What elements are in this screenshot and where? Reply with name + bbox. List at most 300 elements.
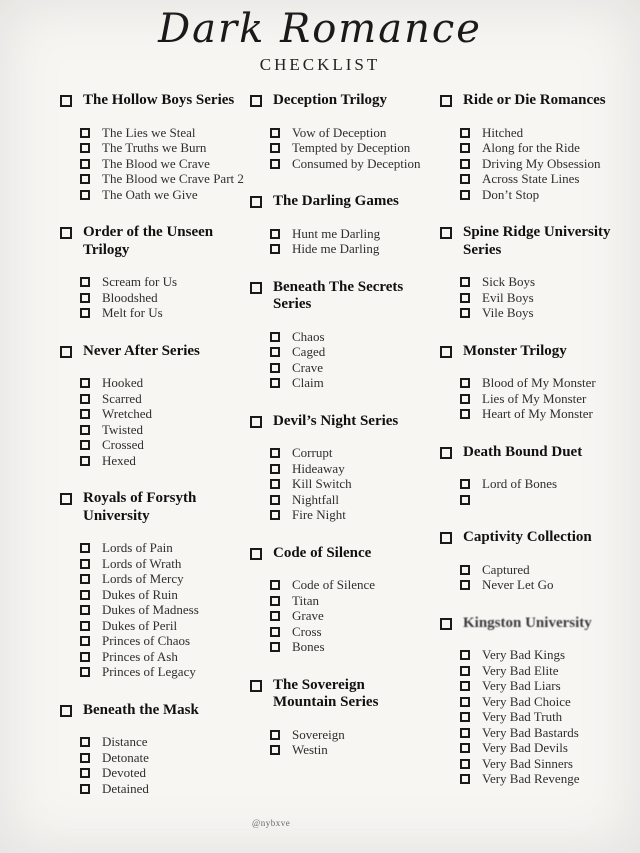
checklist-item[interactable] — [270, 360, 440, 376]
item-checkbox-icon[interactable] — [80, 784, 90, 794]
series-heading-row — [250, 193, 440, 211]
item-label: Distance — [102, 734, 148, 749]
checklist-item[interactable] — [80, 540, 250, 556]
checklist-item[interactable] — [80, 422, 250, 438]
item-label: Tempted by Deception — [292, 140, 411, 155]
item-checkbox-icon[interactable] — [460, 409, 470, 419]
item-checkbox-icon[interactable] — [460, 681, 470, 691]
series-item-list — [270, 445, 440, 523]
series-checkbox-icon[interactable] — [250, 416, 262, 428]
item-checkbox-icon[interactable] — [460, 190, 470, 200]
checklist-item[interactable] — [460, 709, 640, 725]
item-label: Bones — [292, 639, 325, 654]
item-label: Heart of My Monster — [482, 406, 593, 421]
checklist-item[interactable] — [80, 649, 250, 665]
checklist-item[interactable] — [270, 461, 440, 477]
series-section — [250, 92, 440, 171]
checklist-columns — [0, 75, 640, 818]
page-subtitle: CHECKLIST — [259, 55, 381, 74]
series-title: Never After Series — [83, 342, 200, 359]
checklist-item[interactable] — [460, 492, 640, 508]
checklist-column — [440, 92, 640, 809]
item-label: Dukes of Ruin — [102, 586, 178, 602]
series-item-list — [80, 540, 250, 680]
item-checkbox-icon[interactable] — [80, 308, 90, 318]
checklist-item[interactable] — [460, 290, 640, 306]
item-label: Kill Switch — [292, 476, 352, 491]
series-checkbox-icon[interactable] — [250, 282, 262, 294]
series-checkbox-icon[interactable] — [60, 493, 72, 505]
item-checkbox-icon[interactable] — [270, 159, 280, 169]
checklist-item[interactable] — [80, 305, 250, 321]
series-checkbox-icon[interactable] — [60, 95, 72, 107]
item-label: Hitched — [482, 124, 524, 140]
checklist-item[interactable] — [460, 187, 640, 203]
item-checkbox-icon[interactable] — [460, 774, 470, 784]
checklist-item[interactable] — [460, 740, 640, 756]
checklist-item[interactable] — [460, 694, 640, 710]
item-checkbox-icon[interactable] — [80, 768, 90, 778]
checklist-item[interactable] — [80, 602, 250, 618]
item-label: Very Bad Revenge — [482, 771, 580, 786]
item-label: The Blood we Crave Part 2 — [102, 171, 244, 186]
checklist-item[interactable] — [270, 226, 440, 242]
series-item-list — [80, 375, 250, 468]
checklist-item[interactable] — [80, 571, 250, 587]
series-section — [440, 92, 640, 202]
item-checkbox-icon[interactable] — [460, 143, 470, 153]
item-checkbox-icon[interactable] — [460, 479, 470, 489]
series-title: Spine Ridge University Series — [463, 224, 611, 258]
checklist-item[interactable] — [270, 639, 440, 655]
series-item-list — [270, 577, 440, 655]
checklist-item[interactable] — [80, 453, 250, 469]
series-heading-row — [60, 702, 250, 720]
item-checkbox-icon[interactable] — [270, 479, 280, 489]
checklist-item[interactable] — [80, 556, 250, 572]
checklist-item[interactable] — [460, 647, 640, 663]
checklist-item[interactable] — [270, 156, 440, 172]
checklist-item[interactable] — [270, 344, 440, 360]
page-header — [0, 0, 640, 75]
item-label: Don’t Stop — [482, 186, 540, 202]
series-checkbox-icon[interactable] — [60, 705, 72, 717]
item-checkbox-icon[interactable] — [460, 759, 470, 769]
series-title: Code of Silence — [273, 544, 372, 561]
item-label: Never Let Go — [482, 577, 554, 592]
item-checkbox-icon[interactable] — [80, 605, 90, 615]
item-checkbox-icon[interactable] — [80, 394, 90, 404]
item-checkbox-icon[interactable] — [270, 642, 280, 652]
item-checkbox-icon[interactable] — [80, 174, 90, 184]
item-checkbox-icon[interactable] — [270, 627, 280, 637]
series-item-list — [270, 727, 440, 758]
series-item-list — [460, 274, 640, 321]
series-title: Order of the Unseen Trilogy — [83, 224, 214, 258]
series-heading-row — [440, 529, 640, 547]
item-label: Princes of Chaos — [102, 633, 191, 648]
item-label: Very Bad Devils — [482, 740, 568, 755]
item-checkbox-icon[interactable] — [270, 378, 280, 388]
item-label: Fire Night — [292, 507, 346, 522]
series-section — [440, 224, 640, 321]
series-heading-row — [60, 92, 250, 110]
checklist-item[interactable] — [270, 125, 440, 141]
item-label: Very Bad Bastards — [482, 724, 579, 740]
item-label: Lords of Pain — [102, 540, 173, 555]
item-checkbox-icon[interactable] — [270, 244, 280, 254]
series-checkbox-icon[interactable] — [60, 346, 72, 358]
checklist-item[interactable] — [270, 624, 440, 640]
checklist-item[interactable] — [270, 507, 440, 523]
item-checkbox-icon[interactable] — [460, 308, 470, 318]
item-label: Grave — [292, 608, 324, 623]
series-item-list — [80, 734, 250, 796]
series-heading-row — [250, 92, 440, 110]
series-section — [250, 279, 440, 391]
item-checkbox-icon[interactable] — [80, 574, 90, 584]
item-checkbox-icon[interactable] — [270, 128, 280, 138]
item-label: Hexed — [102, 452, 136, 468]
checklist-item[interactable] — [270, 608, 440, 624]
item-label: Claim — [292, 375, 324, 390]
checklist-item[interactable] — [270, 577, 440, 593]
item-checkbox-icon[interactable] — [80, 440, 90, 450]
series-title: Devil’s Night Series — [273, 412, 399, 429]
item-label: Scarred — [102, 390, 142, 406]
series-heading-row — [250, 545, 440, 563]
series-item-list — [270, 125, 440, 172]
item-label: Sovereign — [292, 726, 345, 742]
series-heading-row — [60, 343, 250, 361]
series-section — [250, 193, 440, 257]
item-label: Chaos — [292, 328, 325, 344]
checklist-item[interactable] — [460, 577, 640, 593]
checklist-item[interactable] — [460, 391, 640, 407]
series-checkbox-icon[interactable] — [250, 196, 262, 208]
series-title: The Hollow Boys Series — [83, 92, 235, 108]
checklist-item[interactable] — [270, 593, 440, 609]
item-checkbox-icon[interactable] — [80, 652, 90, 662]
item-checkbox-icon[interactable] — [270, 464, 280, 474]
series-item-list — [460, 647, 640, 787]
series-section — [60, 224, 250, 321]
checklist-item[interactable] — [80, 664, 250, 680]
item-checkbox-icon[interactable] — [80, 159, 90, 169]
series-section — [60, 92, 250, 202]
item-checkbox-icon[interactable] — [270, 363, 280, 373]
series-item-list — [460, 125, 640, 203]
item-checkbox-icon[interactable] — [80, 143, 90, 153]
item-checkbox-icon[interactable] — [80, 559, 90, 569]
checklist-item[interactable] — [460, 140, 640, 156]
checklist-item[interactable] — [460, 771, 640, 787]
item-label: Princes of Legacy — [102, 664, 196, 679]
item-label: Westin — [292, 742, 328, 757]
series-checkbox-icon[interactable] — [440, 532, 452, 544]
series-title: The Sovereign Mountain Series — [273, 676, 379, 710]
item-checkbox-icon[interactable] — [80, 293, 90, 303]
item-checkbox-icon[interactable] — [80, 636, 90, 646]
item-label: Wretched — [102, 406, 153, 421]
item-checkbox-icon[interactable] — [460, 697, 470, 707]
item-label: Crossed — [102, 437, 144, 452]
item-checkbox-icon[interactable] — [270, 611, 280, 621]
item-label: Very Bad Kings — [482, 647, 566, 662]
item-label: Captured — [482, 561, 530, 577]
item-checkbox-icon[interactable] — [270, 143, 280, 153]
item-checkbox-icon[interactable] — [270, 596, 280, 606]
item-label: The Lies we Steal — [102, 124, 196, 140]
item-label: Very Bad Liars — [482, 678, 561, 693]
checklist-item[interactable] — [460, 678, 640, 694]
series-item-list — [80, 125, 250, 203]
checklist-item[interactable] — [460, 171, 640, 187]
checklist-item[interactable] — [460, 476, 640, 492]
checklist-item[interactable] — [460, 274, 640, 290]
checklist-item[interactable] — [80, 750, 250, 766]
item-label: Lord of Bones — [482, 476, 558, 491]
checklist-item[interactable] — [270, 329, 440, 345]
checklist-item[interactable] — [80, 171, 250, 187]
item-label: Along for the Ride — [482, 140, 580, 155]
checklist-column — [60, 92, 250, 818]
series-section — [250, 545, 440, 655]
series-checkbox-icon[interactable] — [250, 680, 262, 692]
item-checkbox-icon[interactable] — [80, 425, 90, 435]
item-checkbox-icon[interactable] — [460, 495, 470, 505]
item-checkbox-icon[interactable] — [460, 174, 470, 184]
item-label: Corrupt — [292, 445, 333, 460]
item-label: Devoted — [102, 765, 147, 780]
item-label: Cross — [292, 623, 322, 639]
item-checkbox-icon[interactable] — [460, 293, 470, 303]
checklist-item[interactable] — [460, 125, 640, 141]
series-checkbox-icon[interactable] — [440, 95, 452, 107]
item-checkbox-icon[interactable] — [460, 378, 470, 388]
item-checkbox-icon[interactable] — [80, 456, 90, 466]
checklist-item[interactable] — [80, 391, 250, 407]
checklist-item[interactable] — [270, 742, 440, 758]
series-item-list — [460, 375, 640, 422]
series-checkbox-icon[interactable] — [440, 447, 452, 459]
item-checkbox-icon[interactable] — [270, 332, 280, 342]
item-label: Melt for Us — [102, 305, 163, 320]
item-checkbox-icon[interactable] — [460, 712, 470, 722]
item-checkbox-icon[interactable] — [80, 737, 90, 747]
item-label: Twisted — [102, 421, 143, 437]
item-checkbox-icon[interactable] — [460, 650, 470, 660]
credit-handle: @nybxve — [252, 818, 291, 828]
series-checkbox-icon[interactable] — [440, 227, 452, 239]
series-section — [60, 702, 250, 797]
series-heading-row — [440, 444, 640, 462]
series-heading-row — [440, 224, 640, 259]
item-checkbox-icon[interactable] — [460, 565, 470, 575]
item-label: Nightfall — [292, 491, 339, 507]
checklist-item[interactable] — [80, 406, 250, 422]
item-checkbox-icon[interactable] — [460, 159, 470, 169]
series-title: Ride or Die Romances — [463, 92, 606, 108]
item-checkbox-icon[interactable] — [80, 621, 90, 631]
series-item-list — [270, 226, 440, 257]
item-checkbox-icon[interactable] — [460, 128, 470, 138]
checklist-item[interactable] — [460, 305, 640, 321]
item-label: Scream for Us — [102, 274, 178, 289]
series-title: Beneath the Mask — [83, 701, 199, 718]
checklist-item[interactable] — [80, 375, 250, 391]
item-checkbox-icon[interactable] — [270, 448, 280, 458]
series-heading-row — [60, 224, 250, 259]
item-label: Hideaway — [292, 460, 345, 476]
series-heading-row — [60, 490, 250, 525]
item-label: Blood of My Monster — [482, 375, 596, 390]
item-label: The Blood we Crave — [102, 155, 210, 171]
checklist-item[interactable] — [460, 756, 640, 772]
item-checkbox-icon[interactable] — [460, 728, 470, 738]
item-checkbox-icon[interactable] — [80, 190, 90, 200]
item-checkbox-icon[interactable] — [460, 277, 470, 287]
checklist-item[interactable] — [80, 290, 250, 306]
checklist-item[interactable] — [80, 156, 250, 172]
checklist-item[interactable] — [460, 725, 640, 741]
item-checkbox-icon[interactable] — [460, 580, 470, 590]
item-checkbox-icon[interactable] — [270, 730, 280, 740]
item-label: Vow of Deception — [292, 124, 387, 140]
checklist-item[interactable] — [80, 618, 250, 634]
item-label: Driving My Obsession — [482, 155, 601, 171]
item-label: Very Bad Choice — [482, 693, 571, 709]
item-label: Bloodshed — [102, 289, 158, 305]
series-section — [60, 490, 250, 680]
checklist-item[interactable] — [80, 633, 250, 649]
item-checkbox-icon[interactable] — [80, 590, 90, 600]
checklist-item[interactable] — [460, 562, 640, 578]
item-checkbox-icon[interactable] — [80, 378, 90, 388]
page-footer — [252, 818, 290, 828]
item-label: Dukes of Peril — [102, 617, 178, 633]
checklist-item[interactable] — [270, 445, 440, 461]
series-heading-row — [440, 92, 640, 110]
series-heading-row — [250, 279, 440, 314]
series-checkbox-icon[interactable] — [250, 548, 262, 560]
checklist-item[interactable] — [270, 375, 440, 391]
checklist-item[interactable] — [270, 140, 440, 156]
series-item-list — [270, 329, 440, 391]
item-label: Caged — [292, 344, 326, 359]
series-item-list — [460, 562, 640, 593]
item-label: Hide me Darling — [292, 241, 380, 256]
checklist-item[interactable] — [270, 241, 440, 257]
item-label: Very Bad Truth — [482, 709, 563, 724]
item-checkbox-icon[interactable] — [80, 128, 90, 138]
item-label: Detonate — [102, 749, 149, 765]
item-label: Lords of Mercy — [102, 571, 184, 586]
item-checkbox-icon[interactable] — [80, 753, 90, 763]
series-section — [250, 677, 440, 758]
series-item-list — [460, 476, 640, 507]
item-checkbox-icon[interactable] — [460, 394, 470, 404]
item-checkbox-icon[interactable] — [80, 543, 90, 553]
series-title: Beneath The Secrets Series — [273, 278, 404, 312]
series-title: Monster Trilogy — [463, 342, 567, 359]
item-label: Sick Boys — [482, 274, 536, 289]
checklist-item[interactable] — [460, 663, 640, 679]
item-checkbox-icon[interactable] — [80, 277, 90, 287]
item-label: Hunt me Darling — [292, 225, 381, 241]
item-checkbox-icon[interactable] — [270, 229, 280, 239]
item-checkbox-icon[interactable] — [270, 510, 280, 520]
series-section — [440, 343, 640, 422]
item-label: Dukes of Madness — [102, 602, 199, 617]
checklist-item[interactable] — [80, 187, 250, 203]
item-checkbox-icon[interactable] — [270, 745, 280, 755]
item-label: Consumed by Deception — [292, 155, 421, 171]
series-section — [60, 343, 250, 469]
item-label: Detained — [102, 780, 149, 796]
item-label: Lords of Wrath — [102, 555, 182, 571]
series-heading-row — [440, 343, 640, 361]
series-section — [250, 413, 440, 523]
series-checkbox-icon[interactable] — [60, 227, 72, 239]
item-label: Princes of Ash — [102, 648, 178, 664]
checklist-item[interactable] — [80, 274, 250, 290]
checklist-item[interactable] — [80, 765, 250, 781]
series-item-list — [80, 274, 250, 321]
item-label: Very Bad Elite — [482, 662, 559, 678]
item-checkbox-icon[interactable] — [270, 580, 280, 590]
item-label: The Oath we Give — [102, 186, 198, 202]
item-label: Evil Boys — [482, 289, 534, 305]
checklist-item[interactable] — [460, 156, 640, 172]
item-checkbox-icon[interactable] — [270, 495, 280, 505]
item-label: Titan — [292, 592, 319, 608]
item-checkbox-icon[interactable] — [270, 347, 280, 357]
series-checkbox-icon[interactable] — [440, 346, 452, 358]
series-section — [440, 615, 640, 787]
checklist-item[interactable] — [80, 437, 250, 453]
checklist-item[interactable] — [460, 375, 640, 391]
checklist-item[interactable] — [460, 406, 640, 422]
series-checkbox-icon[interactable] — [250, 95, 262, 107]
series-heading-row — [250, 677, 440, 712]
series-title: Captivity Collection — [463, 529, 592, 545]
checklist-item[interactable] — [80, 125, 250, 141]
item-label: Vile Boys — [482, 305, 534, 320]
checklist-item[interactable] — [80, 587, 250, 603]
item-checkbox-icon[interactable] — [80, 667, 90, 677]
series-checkbox-icon[interactable] — [440, 618, 452, 630]
series-title: The Darling Games — [273, 193, 399, 209]
series-section — [440, 529, 640, 593]
item-label: The Truths we Burn — [102, 140, 207, 155]
item-checkbox-icon[interactable] — [460, 743, 470, 753]
item-label: Lies of My Monster — [482, 390, 587, 406]
item-label: Crave — [292, 359, 324, 375]
series-title: Death Bound Duet — [463, 443, 583, 460]
page-title: Dark Romance — [158, 6, 482, 52]
series-section — [440, 444, 640, 508]
checklist-item[interactable] — [270, 727, 440, 743]
item-checkbox-icon[interactable] — [460, 666, 470, 676]
checklist-item[interactable] — [80, 734, 250, 750]
item-label: Across State Lines — [482, 171, 580, 186]
checklist-item[interactable] — [270, 492, 440, 508]
checklist-item[interactable] — [80, 781, 250, 797]
item-checkbox-icon[interactable] — [80, 409, 90, 419]
checklist-item[interactable] — [80, 140, 250, 156]
checklist-item[interactable] — [270, 476, 440, 492]
